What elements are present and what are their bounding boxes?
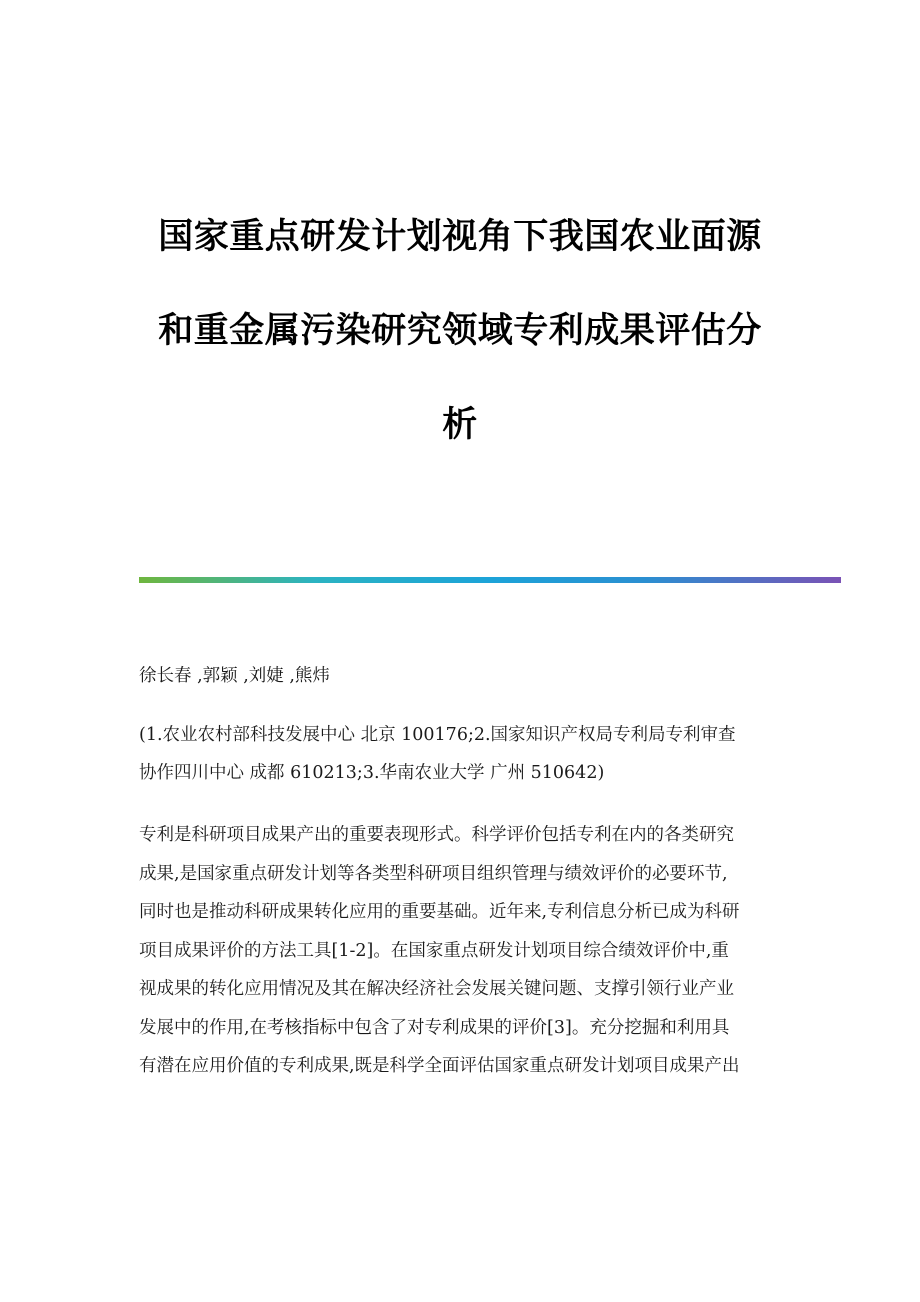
affiliation-block: [139, 716, 789, 792]
document-title: [0, 190, 920, 472]
affiliation-line-2: 协作四川中心 成都 610213;3.华南农业大学 广州 510642): [139, 763, 605, 783]
abstract-paragraph: [139, 816, 789, 1086]
abstract-line-2: 成果,是国家重点研发计划等各类型科研项目组织管理与绩效评价的必要环节,: [139, 863, 728, 884]
title-line-1: 国家重点研发计划视角下我国农业面源: [158, 217, 762, 257]
abstract-line-6: 发展中的作用,在考核指标中包含了对专利成果的评价[3]。充分挖掘和利用具: [139, 1017, 730, 1038]
title-line-3: 析: [442, 405, 478, 445]
affiliation-line-1: (1.农业农村部科技发展中心 北京 100176;2.国家知识产权局专利局专利审查: [139, 725, 736, 745]
author-list: 徐长春 ,郭颖 ,刘婕 ,熊炜: [139, 666, 330, 686]
abstract-line-5: 视成果的转化应用情况及其在解决经济社会发展关键问题、支撑引领行业产业: [139, 979, 734, 999]
abstract-line-4: 项目成果评价的方法工具[1-2]。在国家重点研发计划项目综合绩效评价中,重: [139, 940, 729, 961]
abstract-line-1: 专利是科研项目成果产出的重要表现形式。科学评价包括专利在内的各类研究: [139, 825, 734, 845]
title-line-2: 和重金属污染研究领域专利成果评估分: [158, 311, 762, 351]
gradient-divider: [139, 577, 841, 583]
abstract-line-3: 同时也是推动科研成果转化应用的重要基础。近年来,专利信息分析已成为科研: [139, 902, 740, 922]
abstract-line-7: 有潜在应用价值的专利成果,既是科学全面评估国家重点研发计划项目成果产出: [139, 1056, 740, 1076]
